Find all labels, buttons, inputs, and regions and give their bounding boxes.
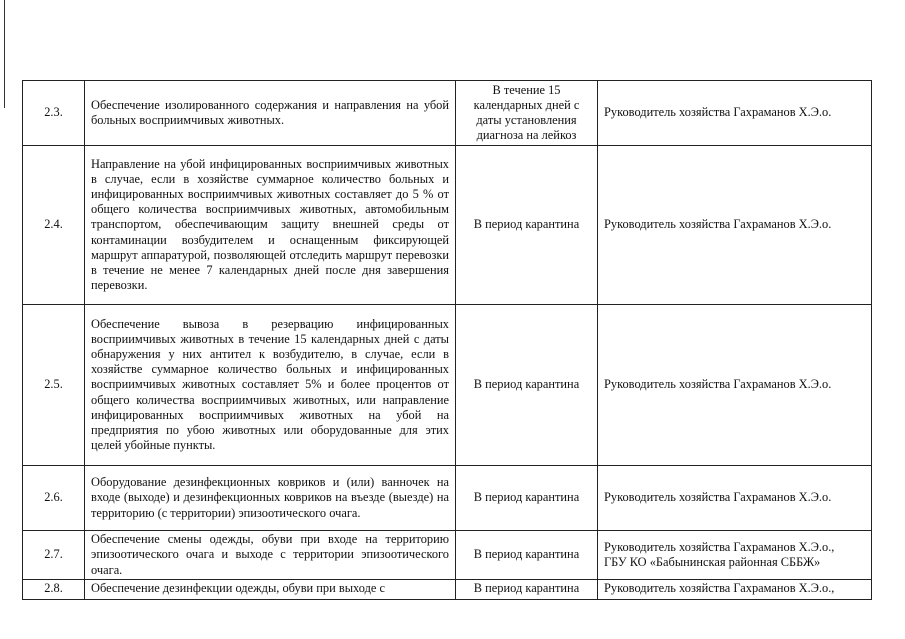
deadline-text: В период карантина	[456, 531, 598, 580]
responsible-line: Руководитель хозяйства Гахраманов Х.Э.о.,	[604, 581, 835, 595]
measure-text: Обеспечение дезинфекции одежды, обуви при выходе с	[91, 581, 385, 595]
table-row	[23, 531, 872, 580]
responsible-line: Руководитель хозяйства Гахраманов Х.Э.о.	[604, 217, 832, 232]
responsible-cell	[598, 146, 872, 305]
measure-text: Обеспечение смены одежды, обуви при входе на территорию эпизоотического очага и выходе с территории эпизоотического очага.	[85, 531, 456, 580]
responsible-cell	[598, 531, 872, 580]
responsible-line: Руководитель хозяйства Гахраманов Х.Э.о.	[604, 105, 832, 120]
responsible-line: Руководитель хозяйства Гахраманов Х.Э.о.	[604, 490, 832, 505]
deadline-text: В период карантина	[456, 305, 598, 466]
deadline-text: В период карантина	[456, 146, 598, 305]
measure-text: Оборудование дезинфекционных ковриков и (или) ванночек на входе (выходе) и дезинфекционных ковриков на въезде (выезде) на территорию (с территории) эпизоотического очага.	[85, 466, 456, 531]
row-number	[23, 580, 85, 600]
table-row	[23, 305, 872, 466]
row-number: 2.5.	[23, 305, 85, 466]
responsible-cell	[598, 580, 872, 600]
measures-table	[22, 80, 872, 600]
row-number: 2.6.	[23, 466, 85, 531]
responsible-cell	[598, 466, 872, 531]
measure-text: Обеспечение изолированного содержания и направления на убой больных восприимчивых животных.	[85, 81, 456, 146]
row-number: 2.4.	[23, 146, 85, 305]
responsible-line: ГБУ КО «Бабынинская районная СББЖ»	[604, 555, 821, 569]
responsible-cell	[598, 81, 872, 146]
responsible-line: Руководитель хозяйства Гахраманов Х.Э.о.,	[604, 539, 835, 554]
table-row	[23, 466, 872, 531]
table-row	[23, 146, 872, 305]
measure-text: Направление на убой инфицированных восприимчивых животных в случае, если в хозяйстве суммарное количество больных и инфицированных восприимчивых животных составляет до 5 % от общего количества восприимчивых животных, автомобильным транспортом, обеспечивающим защиту внешней среды от контаминации возбудителем и оснащенным фиксирующей маршрут аппаратурой, позволяющей отследить маршрут перевозки в течение не менее 7 календарных дней после дня завершения перевозки.	[85, 146, 456, 305]
deadline-text: В период карантина	[473, 581, 580, 595]
measure-cell	[85, 580, 456, 600]
table-row	[23, 580, 872, 600]
deadline-cell	[456, 580, 598, 600]
deadline-text: В период карантина	[456, 466, 598, 531]
row-number-text: 2.8.	[44, 581, 63, 595]
responsible-line: Руководитель хозяйства Гахраманов Х.Э.о.	[604, 377, 832, 392]
row-number: 2.3.	[23, 81, 85, 146]
table-row	[23, 81, 872, 146]
responsible-cell	[598, 305, 872, 466]
deadline-text: В течение 15 календарных дней с даты установления диагноза на лейкоз	[456, 81, 598, 146]
measure-text: Обеспечение вывоза в резервацию инфицированных восприимчивых животных в течение 15 календарных дней с даты обнаружения у них антител к возбудителю, в случае, если в хозяйстве суммарное количество больных и инфицированных восприимчивых животных составляет 5% и более процентов от общего количества восприимчивых животных, или направление инфицированных восприимчивых животных на убой на предприятия по убою животных или оборудованные для этих целей убойные пункты.	[85, 305, 456, 466]
row-number: 2.7.	[23, 531, 85, 580]
page-margin-rule	[4, 0, 5, 108]
